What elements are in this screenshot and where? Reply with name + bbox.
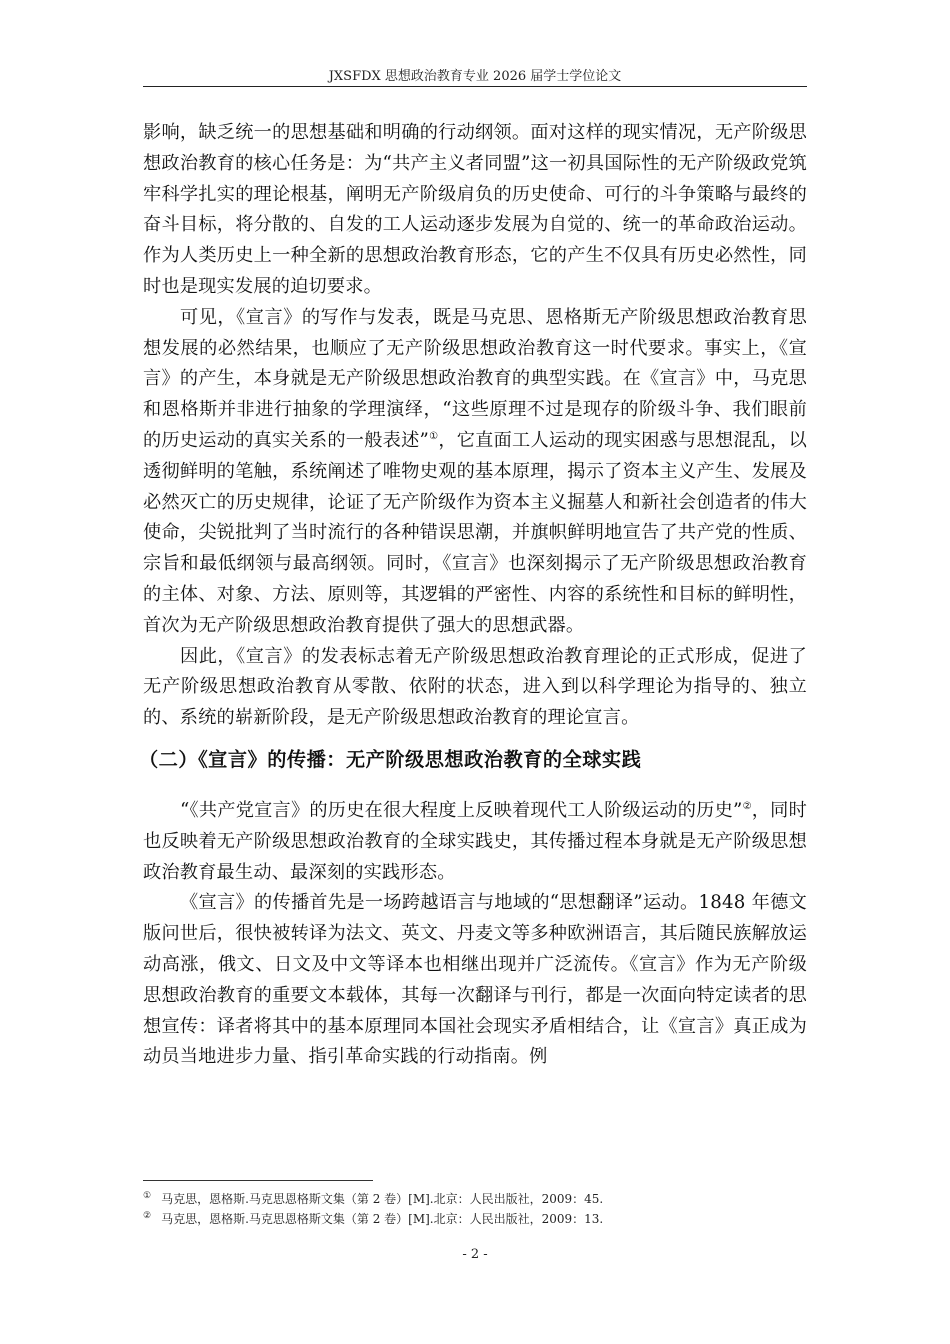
footnote-2: ② 马克思，恩格斯.马克思恩格斯文集（第 2 卷）[M].北京：人民出版社，2009：13. <box>143 1211 604 1226</box>
footnotes <box>143 1189 807 1229</box>
page-number: - 2 - <box>462 1247 488 1262</box>
paragraph-4: “《共产党宣言》的历史在很大程度上反映着现代工人阶级运动的历史”②，同时也反映着无产阶级思想政治教育的全球实践史，其传播过程本身就是无产阶级思想政治教育最生动、最深刻的实践形态。 <box>143 799 807 883</box>
paragraph-1: 影响，缺乏统一的思想基础和明确的行动纲领。面对这样的现实情况，无产阶级思想政治教育的核心任务是：为“共产主义者同盟”这一初具国际性的无产阶级政党筑牢科学扎实的理论根基，阐明无产阶级肩负的历史使命、可行的斗争策略与最终的奋斗目标，将分散的、自发的工人运动逐步发展为自觉的、统一的革命政治运动。作为人类历史上一种全新的思想政治教育形态，它的产生不仅具有历史必然性，同时也是现实发展的迫切要求。 <box>143 122 807 297</box>
page-header: JXSFDX 思想政治教育专业 2026 届学士学位论文 <box>328 69 622 84</box>
paragraph-5: 《宣言》的传播首先是一场跨越语言与地域的“思想翻译”运动。1848 年德文版问世后，很快被转译为法文、英文、丹麦文等多种欧洲语言，其后随民族解放运动高涨，俄文、日文及中文等译本也相继出现并广泛流传。《宣言》作为无产阶级思想政治教育的重要文本载体，其每一次翻译与刊行，都是一次面向特定读者的思想宣传：译者将其中的基本原理同本国社会现实矛盾相结合，让《宣言》真正成为动员当地进步力量、指引革命实践的行动指南。例 <box>143 892 807 1068</box>
footnote-ref-1[interactable]: ① <box>429 430 439 442</box>
footnote-mark-2: ② <box>143 1211 152 1221</box>
paragraph-3: 因此，《宣言》的发表标志着无产阶级思想政治教育理论的正式形成，促进了无产阶级思想政治教育从零散、依附的状态，进入到以科学理论为指导的、独立的、系统的崭新阶段，是无产阶级思想政治教育的理论宣言。 <box>143 645 807 729</box>
footnote-ref-2[interactable]: ② <box>742 800 752 812</box>
footnote-1: ① 马克思，恩格斯.马克思恩格斯文集（第 2 卷）[M].北京：人民出版社，2009：45. <box>143 1191 604 1206</box>
section-heading: （二）《宣言》的传播：无产阶级思想政治教育的全球实践 <box>139 747 642 771</box>
paragraph-2: 可见，《宣言》的写作与发表，既是马克思、恩格斯无产阶级思想政治教育思想发展的必然结果，也顺应了无产阶级思想政治教育这一时代要求。事实上，《宣言》的产生，本身就是无产阶级思想政治教育的典型实践。在《宣言》中，马克思和恩格斯并非进行抽象的学理演绎，“这些原理不过是现存的阶级斗争、我们眼前的历史运动的真实关系的一般表述”①，它直面工人运动的现实困惑与思想混乱，以透彻鲜明的笔触，系统阐述了唯物史观的基本原理，揭示了资本主义产生、发展及必然灭亡的历史规律，论证了无产阶级作为资本主义掘墓人和新社会创造者的伟大使命，尖锐批判了当时流行的各种错误思潮，并旗帜鲜明地宣告了共产党的性质、宗旨和最低纲领与最高纲领。同时，《宣言》也深刻揭示了无产阶级思想政治教育的主体、对象、方法、原则等，其逻辑的严密性、内容的系统性和目标的鲜明性，首次为无产阶级思想政治教育提供了强大的思想武器。 <box>143 306 807 636</box>
footnote-mark-1: ① <box>143 1191 152 1201</box>
footnote-rule <box>143 1180 373 1181</box>
document-body <box>139 118 807 1073</box>
header-rule <box>143 86 807 87</box>
